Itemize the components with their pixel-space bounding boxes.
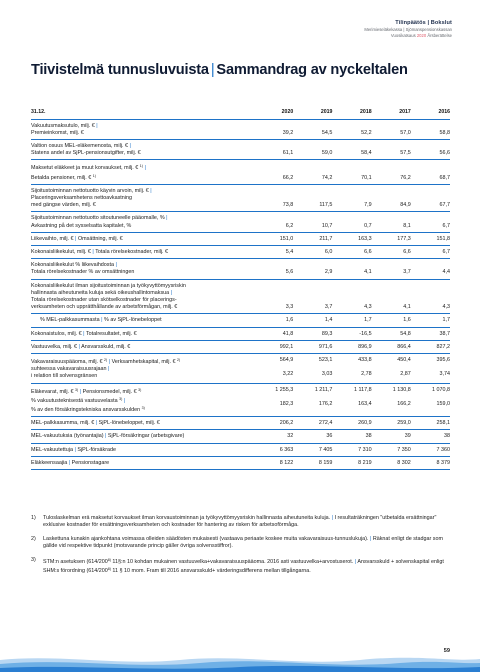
row-value: 10,7	[293, 212, 332, 232]
row-value: 38,7	[411, 327, 450, 340]
header-subtitle: Vuosikatsaus 2020 Årsberättelse	[390, 33, 452, 38]
header-year: 2020	[416, 33, 427, 38]
row-label: Vastuuvelka, milj. € | Ansvarsskuld, milj. €	[31, 340, 254, 353]
row-value: 4,4	[411, 259, 450, 279]
row-value: 32	[254, 430, 293, 443]
row-value: 38	[411, 430, 450, 443]
row-value: 5,6	[254, 259, 293, 279]
row-value: 66,2	[254, 160, 293, 184]
table-row	[31, 340, 450, 353]
row-value: 1,6	[254, 314, 293, 327]
row-value: 1,7	[332, 314, 371, 327]
row-value: 6,2	[254, 212, 293, 232]
table-row	[31, 139, 450, 159]
row-value: 6,6	[332, 245, 371, 258]
row-value: 1 211,7 176,2	[293, 383, 332, 417]
row-value: 6,7	[411, 212, 450, 232]
row-value: 4,1	[332, 259, 371, 279]
row-value: 827,2	[411, 340, 450, 353]
row-value: 8 122	[254, 456, 293, 469]
row-value: 57,5	[372, 139, 411, 159]
row-label: Maksetut eläkkeet ja muut korvaukset, milj. € $^{1)}$ | Betalda pensioner, milj. € $^{1)}$	[31, 160, 254, 184]
row-value: 6,7	[411, 245, 450, 258]
row-value: 59,0	[293, 139, 332, 159]
row-label: Sijoitustoiminnan nettotuotto sitoutuneelle pääomalle, % | Avkastning på det sysselsatta kapitalet, %	[31, 212, 254, 232]
row-label: Kokonaisliikekulut % liikevaihdosta | Totala rörelsekostnader % av omsättningen	[31, 259, 254, 279]
header-organization: Merimieseläkekassa | Sjömanspensionskassan	[364, 27, 452, 32]
column-header-year: 2017	[372, 103, 411, 119]
row-value: 1,4	[293, 314, 332, 327]
table-row	[31, 259, 450, 279]
footer-wave-decoration	[0, 652, 480, 672]
row-value: 38	[332, 430, 371, 443]
row-value: 7 350	[372, 443, 411, 456]
row-value: 3,3	[254, 279, 293, 314]
row-label: Eläkevarat, milj. € $^{3)}$ | Pensionsmedel, milj. € $^{3)}$ % vakuutusteknisestä vastuuvelasta $^{3)}$ | % av den försäkringstekniska ansvarsskulden $^{3)}$	[31, 383, 254, 417]
row-value: 3,7	[372, 259, 411, 279]
row-value: 67,7	[411, 184, 450, 212]
row-value: 1 117,8 163,4	[332, 383, 371, 417]
row-value: 6,0	[293, 245, 332, 258]
table-row	[31, 232, 450, 245]
column-header-year: 2020	[254, 103, 293, 119]
page-number: 59	[443, 648, 450, 654]
row-value: 56,6	[411, 139, 450, 159]
table-row	[31, 353, 450, 383]
row-value: 395,6 3,74	[411, 353, 450, 383]
row-label: Valtion osuus MEL-eläkemenosta, milj. € | Statens andel av SjPL-pensionsutgifter, milj. €	[31, 139, 254, 159]
row-value: 58,4	[332, 139, 371, 159]
row-label: Vakavaraisuuspääoma, milj. € $^{2)}$ | Verksamhetskapital, milj. € $^{2)}$ suhteessa vakavaraisuusrajaan | i relation till solvensgränsen	[31, 353, 254, 383]
row-value: 89,3	[293, 327, 332, 340]
row-value: 41,8	[254, 327, 293, 340]
row-value: -16,5	[332, 327, 371, 340]
row-value: 8 159	[293, 456, 332, 469]
column-header-date: 31.12.	[31, 103, 254, 119]
row-value: 54,8	[372, 327, 411, 340]
row-value: 8 219	[332, 456, 371, 469]
row-value: 1,6	[372, 314, 411, 327]
row-label: Vakuutusmaksutulo, milj. € | Premieinkomst, milj. €	[31, 119, 254, 139]
footnote-marker: 2)	[31, 535, 36, 542]
table-body	[31, 119, 450, 470]
footnote	[31, 557, 450, 576]
table-row	[31, 184, 450, 212]
row-value: 8 379	[411, 456, 450, 469]
row-value: 68,7	[411, 160, 450, 184]
row-value: 39	[372, 430, 411, 443]
row-value: 6,6	[372, 245, 411, 258]
footnote-marker: 3)	[31, 556, 36, 563]
page-title-separator: |	[210, 62, 215, 78]
footnotes	[31, 515, 450, 581]
row-value: 57,0	[372, 119, 411, 139]
key-figures-table	[31, 103, 450, 470]
row-value: 163,3	[332, 232, 371, 245]
table-row	[31, 456, 450, 469]
row-value: 5,4	[254, 245, 293, 258]
table-row	[31, 417, 450, 430]
row-value: 7 310	[332, 443, 371, 456]
footnote-text: Laskettuna kunakin ajankohtana voimassa olleiden säädösten mukaisesti (vastaava periaate koskee muita vakavaraisuus-tunnuslukuja). | Räknat enligt de stadgar som gällde vid respektive tidpunkt (motsvarande princip gäller övriga solvensstiffror).	[43, 535, 443, 550]
row-value: 971,6	[293, 340, 332, 353]
row-label: MEL-palkkasumma, milj. € | SjPL-lönebeloppet, milj. €	[31, 417, 254, 430]
row-value: 866,4	[372, 340, 411, 353]
row-value: 206,2	[254, 417, 293, 430]
row-value: 4,3	[411, 279, 450, 314]
row-value: 4,3	[332, 279, 371, 314]
table-row	[31, 327, 450, 340]
row-value: 4,1	[372, 279, 411, 314]
row-value: 8 302	[372, 456, 411, 469]
running-header	[364, 20, 452, 38]
row-value: 36	[293, 430, 332, 443]
row-value: 896,9	[332, 340, 371, 353]
row-value: 76,2	[372, 160, 411, 184]
row-label: % MEL-palkkasummasta | % av SjPL-lönebeloppet	[31, 314, 254, 327]
row-value: 70,1	[332, 160, 371, 184]
table-header-row	[31, 103, 450, 119]
row-value: 177,3	[372, 232, 411, 245]
row-value: 1 070,8 159,0	[411, 383, 450, 417]
row-value: 1 255,3 182,3	[254, 383, 293, 417]
header-title: Tilinpäätös | Bokslut	[395, 20, 452, 26]
row-value: 8,1	[372, 212, 411, 232]
row-value: 564,9 3,22	[254, 353, 293, 383]
row-label: Sijoitustoiminnan nettotuotto käyvin arvoin, milj. € | Placeringsverksamhetens nettoavkastning med gängse värden, milj. €	[31, 184, 254, 212]
column-header-year: 2019	[293, 103, 332, 119]
footnote-marker: 1)	[31, 515, 36, 521]
table-row	[31, 430, 450, 443]
row-value: 52,2	[332, 119, 371, 139]
footnote	[31, 536, 450, 551]
row-label: Kokonaistulos, milj. € | Totalresultatet, milj. €	[31, 327, 254, 340]
row-value: 433,8 2,78	[332, 353, 371, 383]
table-row	[31, 160, 450, 184]
row-value: 992,1	[254, 340, 293, 353]
row-value: 54,5	[293, 119, 332, 139]
table-row	[31, 314, 450, 327]
row-value: 117,5	[293, 184, 332, 212]
row-value: 1 130,8 166,2	[372, 383, 411, 417]
row-value: 1,7	[411, 314, 450, 327]
table-row	[31, 119, 450, 139]
row-value: 6 363	[254, 443, 293, 456]
row-value: 58,8	[411, 119, 450, 139]
row-label: Kokonaisliikekulut ilman sijoitustoiminnan ja työkyvyttömyysriskin hallinnasta aiheutuneita kuluja sekä oikeushallintomaksua | Totala rörelsekostnader utan skötselkostnader för placerings- verksamheten och upprätthållande av arbetsförmågan, milj. €	[31, 279, 254, 314]
table-row	[31, 279, 450, 314]
row-value: 258,1	[411, 417, 450, 430]
row-value: 260,9	[332, 417, 371, 430]
row-value: 0,7	[332, 212, 371, 232]
row-value: 211,7	[293, 232, 332, 245]
row-value: 450,4 2,87	[372, 353, 411, 383]
row-value: 7,9	[332, 184, 371, 212]
page-title	[31, 62, 408, 78]
page-title-fi: Tiivistelmä tunnusluvuista	[31, 62, 209, 78]
page-title-sv: Sammandrag av nyckeltalen	[216, 62, 408, 78]
footnote-text: STM:n asetuksen (614/200$^{8)}$ 11§:n 10 kohdan mukainen vastuuvelka+vakavaraisuuspääoma. 2016 asti vastuuvelka+arvostuserot. | Ansvarsskuld + solvenskapital enligt SHM:s förordning (614/200$^{8)}$ 11 § 10 mom. Fram till 2016 ansvarsskuld+ värderingsdifferens mellan tillgångarna.	[43, 557, 444, 575]
row-value: 61,1	[254, 139, 293, 159]
row-value: 3,7	[293, 279, 332, 314]
row-value: 272,4	[293, 417, 332, 430]
row-value: 2,9	[293, 259, 332, 279]
table-row	[31, 443, 450, 456]
footnote-text: Tuloslaskelman erä maksetut korvaukset ilman korvaustoiminnan ja työkyvyttömyysriskin hallinnasta aiheutuneita kuluja. | I resultaträkningen "utbetalda ersättningar" exklusive kostnader för ersättningsverksamheten och kostnader för hantering av risken för arbetsoförmåga.	[43, 515, 437, 529]
row-label: MEL-vakuutettuja | SjPL-försäkrade	[31, 443, 254, 456]
row-value: 84,9	[372, 184, 411, 212]
row-value: 73,8	[254, 184, 293, 212]
row-value: 151,8	[411, 232, 450, 245]
row-label: MEL-vakuutuksia (työnantajia) | SjPL-försäkringar (arbetsgivare)	[31, 430, 254, 443]
row-label: Liikevaihto, milj. € | Omsättning, milj. €	[31, 232, 254, 245]
row-value: 7 405	[293, 443, 332, 456]
row-label: Kokonaisliikekulut, milj. € | Totala rörelsekostnader, milj. €	[31, 245, 254, 258]
row-value: 74,2	[293, 160, 332, 184]
row-value: 523,1 3,03	[293, 353, 332, 383]
table-row	[31, 212, 450, 232]
row-value: 7 360	[411, 443, 450, 456]
column-header-year: 2016	[411, 103, 450, 119]
row-value: 259,0	[372, 417, 411, 430]
row-value: 151,0	[254, 232, 293, 245]
table-row	[31, 245, 450, 258]
table-row	[31, 383, 450, 417]
row-label: Eläkkeensaajia | Pensionstagare	[31, 456, 254, 469]
footnote	[31, 515, 450, 530]
row-value: 39,2	[254, 119, 293, 139]
column-header-year: 2018	[332, 103, 371, 119]
